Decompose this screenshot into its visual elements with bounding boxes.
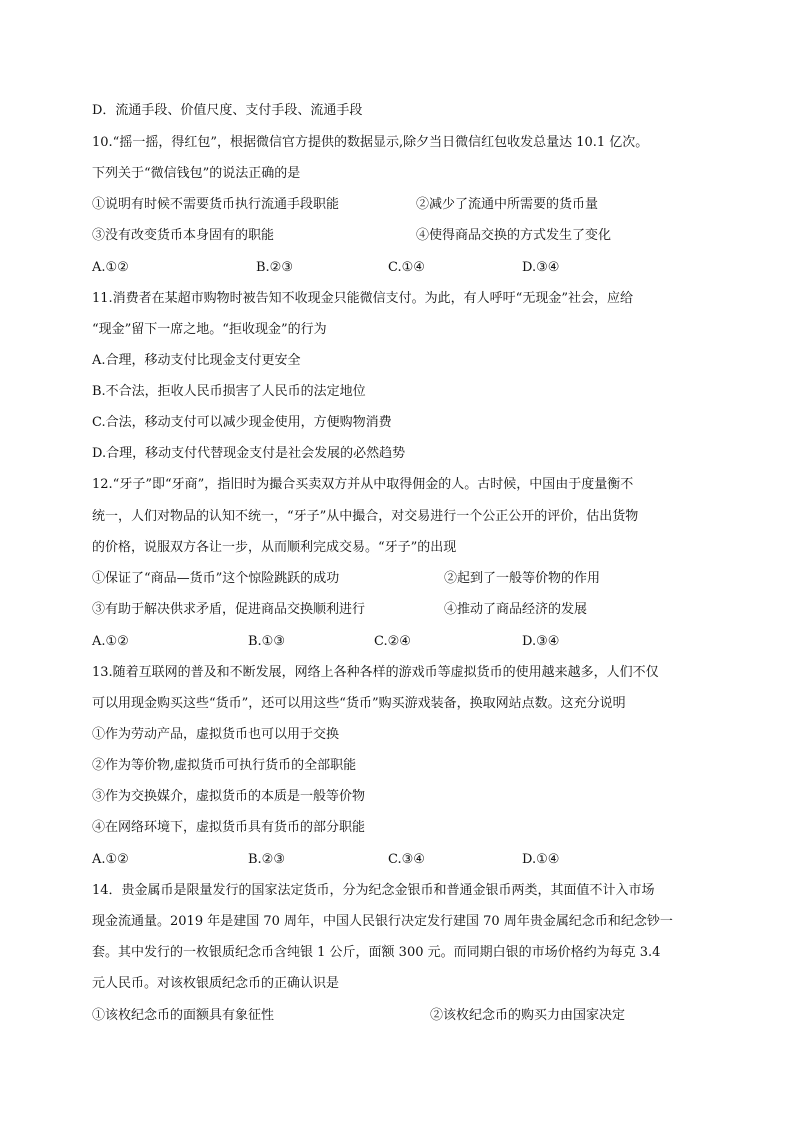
q13-stem-line-2: 可以用现金购买这些“货币”，还可以用这些“货币”购买游戏装备，换取网站点数。这充分说明: [92, 696, 626, 711]
q13-choices: [92, 851, 712, 869]
q13-statement-1: ①作为劳动产品，虚拟货币也可以用于交换: [92, 727, 340, 742]
q13-choice-b: B.②③: [248, 852, 285, 867]
q13-stem-line-1: 13.随着互联网的普及和不断发展，网络上各种各样的游戏币等虚拟货币的使用越来越多，人们不仅: [92, 665, 659, 680]
q13-choice-a: A.①②: [92, 852, 129, 867]
q10-stem-line-1: 10.“摇一摇，得红包”，根据微信官方提供的数据显示,除夕当日微信红包收发总量达 10.1 亿次。: [92, 135, 649, 150]
q12-statement-1: ①保证了“商品—货币”这个惊险跳跃的成功: [92, 571, 340, 586]
q10-statements-row-2: [92, 227, 712, 245]
q10-statement-4: ④使得商品交换的方式发生了变化: [416, 228, 612, 243]
q14-statement-1: ①该枚纪念币的面额具有象征性: [92, 1008, 275, 1023]
q10-statement-1: ①说明有时候不需要货币执行流通手段职能: [92, 197, 340, 212]
q12-choices: [92, 633, 712, 651]
q11-stem-line-2: “现金”留下一席之地。“拒收现金”的行为: [92, 322, 327, 337]
q11-stem-line-1: 11.消费者在某超市购物时被告知不收现金只能微信支付。为此，有人呼吁“无现金”社会，应给: [92, 291, 633, 306]
q14-stem-line-1: 14．贵金属币是限量发行的国家法定货币，分为纪念金银币和普通金银币两类，其面值不计入市场: [92, 883, 655, 898]
q14-stem-line-2: 现金流通量。2019 年是建国 70 周年，中国人民银行决定发行建国 70 周年贵金属纪念币和纪念钞一: [92, 914, 673, 929]
q10-statement-3: ③没有改变货币本身固有的职能: [92, 228, 275, 243]
q13-statement-4: ④在网络环境下，虚拟货币具有货币的部分职能: [92, 820, 366, 835]
q14-statements-row-1: [92, 1007, 712, 1025]
q11-option-d: D.合理，移动支付代替现金支付是社会发展的必然趋势: [92, 446, 406, 461]
q11-option-b: B.不合法，拒收人民币损害了人民币的法定地位: [92, 384, 366, 399]
q12-choice-d: D.③④: [522, 634, 560, 649]
q12-stem-line-2: 统一，人们对物品的认知不统一，“牙子”从中撮合，对交易进行一个公正公开的评价，估出货物: [92, 509, 639, 524]
q10-choice-d: D.③④: [522, 260, 560, 275]
q10-choice-b: B.②③: [256, 260, 293, 275]
q13-statement-2: ②作为等价物,虚拟货币可执行货币的全部职能: [92, 758, 357, 773]
q12-choice-c: C.②④: [374, 634, 411, 649]
q13-choice-d: D.①④: [522, 852, 560, 867]
q10-choice-a: A.①②: [92, 260, 129, 275]
q10-choices: [92, 259, 712, 277]
q12-statement-3: ③有助于解决供求矛盾，促进商品交换顺利进行: [92, 602, 366, 617]
q13-choice-c: C.③④: [388, 852, 425, 867]
q12-stem-line-3: 的价格，说服双方各让一步，从而顺利完成交易。“牙子”的出现: [92, 540, 457, 555]
q10-choice-c: C.①④: [388, 260, 425, 275]
q12-choice-b: B.①③: [248, 634, 285, 649]
q12-statement-2: ②起到了一般等价物的作用: [444, 571, 601, 586]
q11-option-a: A.合理，移动支付比现金支付更安全: [92, 353, 301, 368]
q12-stem-line-1: 12.“牙子”即“牙商”，指旧时为撮合买卖双方并从中取得佣金的人。古时候，中国由于度量衡不: [92, 477, 634, 492]
q9-option-d: D．流通手段、价值尺度、支付手段、流通手段: [92, 103, 363, 118]
q14-stem-line-4: 元人民币。对该枚银质纪念币的正确认识是: [92, 976, 340, 991]
q10-stem-line-2: 下列关于“微信钱包”的说法正确的是: [92, 166, 301, 181]
q12-statements-row-2: [92, 601, 712, 619]
q13-statement-3: ③作为交换媒介，虚拟货币的本质是一般等价物: [92, 789, 366, 804]
q11-option-c: C.合法，移动支付可以减少现金使用，方便购物消费: [92, 415, 392, 430]
q14-statement-2: ②该枚纪念币的购买力由国家决定: [430, 1008, 626, 1023]
q10-statements-row-1: [92, 196, 712, 214]
q12-choice-a: A.①②: [92, 634, 129, 649]
q12-statements-row-1: [92, 570, 712, 588]
q14-stem-line-3: 套。其中发行的一枚银质纪念币含纯银 1 公斤，面额 300 元。而同期白银的市场价格约为每克 3.4: [92, 945, 661, 960]
q10-statement-2: ②减少了流通中所需要的货币量: [416, 197, 599, 212]
q12-statement-4: ④推动了商品经济的发展: [444, 602, 588, 617]
